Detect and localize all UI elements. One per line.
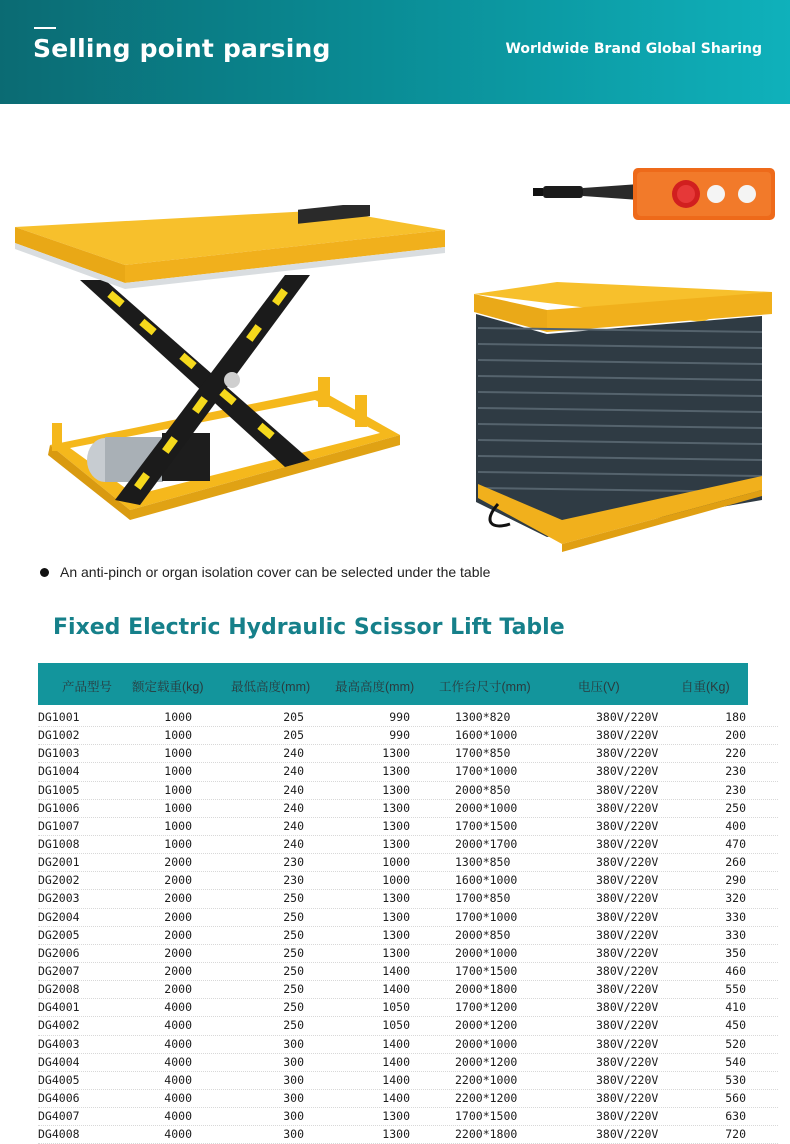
table-row [38,763,778,781]
cell-weight: 230 [725,764,746,779]
cell-model: DG4004 [38,1054,80,1069]
table-row [38,1017,778,1035]
cell-voltage: 380V/220V [596,746,659,761]
cell-voltage: 380V/220V [596,927,659,942]
cell-rated-load: 2000 [164,963,192,978]
cell-weight: 330 [725,909,746,924]
col-max-height: 最高高度(mm) [335,680,415,694]
product-title: Fixed Electric Hydraulic Scissor Lift Table [53,615,565,640]
cell-min-height: 300 [283,1072,304,1087]
cell-rated-load: 4000 [164,1054,192,1069]
cell-voltage: 380V/220V [596,782,659,797]
cell-model: DG1008 [38,836,80,851]
cell-min-height: 300 [283,1036,304,1051]
cell-model: DG1007 [38,818,80,833]
cell-rated-load: 2000 [164,891,192,906]
table-row [38,782,778,800]
table-row [38,909,778,927]
cell-rated-load: 4000 [164,1109,192,1124]
cell-min-height: 300 [283,1090,304,1105]
cell-max-height: 1300 [382,945,410,960]
cell-min-height: 250 [283,1018,304,1033]
cell-max-height: 1000 [382,873,410,888]
cell-table-size: 2000*1000 [455,800,518,815]
cell-min-height: 250 [283,909,304,924]
cell-max-height: 1400 [382,963,410,978]
table-row [38,818,778,836]
cell-rated-load: 4000 [164,1072,192,1087]
cell-table-size: 1600*1000 [455,873,518,888]
cell-model: DG2003 [38,891,80,906]
cell-model: DG4002 [38,1018,80,1033]
cell-min-height: 300 [283,1109,304,1124]
cell-max-height: 1300 [382,909,410,924]
cell-table-size: 2000*1200 [455,1054,518,1069]
cell-min-height: 250 [283,927,304,942]
cell-table-size: 1700*1000 [455,764,518,779]
cell-table-size: 2000*1700 [455,836,518,851]
col-weight: 自重(Kg) [681,680,730,694]
cell-table-size: 2000*850 [455,927,511,942]
cell-voltage: 380V/220V [596,764,659,779]
feature-bullet [40,563,490,581]
cell-voltage: 380V/220V [596,1036,659,1051]
cell-min-height: 240 [283,836,304,851]
table-row [38,836,778,854]
table-row [38,945,778,963]
bullet-icon [40,568,49,577]
cell-model: DG4006 [38,1090,80,1105]
cell-min-height: 205 [283,728,304,743]
cell-voltage: 380V/220V [596,818,659,833]
cell-rated-load: 1000 [164,836,192,851]
cell-max-height: 1400 [382,982,410,997]
cell-model: DG4008 [38,1127,80,1142]
cell-model: DG2002 [38,873,80,888]
cell-model: DG2004 [38,909,80,924]
col-rated-load: 额定载重(kg) [132,680,204,694]
cell-weight: 290 [725,873,746,888]
cell-max-height: 1300 [382,782,410,797]
cell-weight: 410 [725,1000,746,1015]
cell-max-height: 1400 [382,1054,410,1069]
cell-max-height: 1300 [382,746,410,761]
table-row [38,1072,778,1090]
cell-min-height: 300 [283,1054,304,1069]
bellows-lift-image [462,262,778,562]
cell-min-height: 205 [283,710,304,724]
cell-voltage: 380V/220V [596,1072,659,1087]
cell-table-size: 1700*1200 [455,1000,518,1015]
cell-weight: 530 [725,1072,746,1087]
cell-weight: 450 [725,1018,746,1033]
cell-table-size: 2000*1800 [455,982,518,997]
cell-table-size: 2000*1000 [455,945,518,960]
cell-table-size: 2000*1000 [455,1036,518,1051]
cell-voltage: 380V/220V [596,945,659,960]
cell-weight: 180 [725,710,746,724]
table-row [38,927,778,945]
cell-model: DG2005 [38,927,80,942]
cell-model: DG1005 [38,782,80,797]
table-row [38,745,778,763]
cell-max-height: 1300 [382,1127,410,1142]
cell-model: DG2007 [38,963,80,978]
col-model: 产品型号 [62,680,113,694]
cell-rated-load: 4000 [164,1090,192,1105]
cell-rated-load: 2000 [164,982,192,997]
remote-control-image [533,162,775,226]
table-row [38,854,778,872]
cell-rated-load: 1000 [164,746,192,761]
cell-table-size: 1300*820 [455,710,511,724]
cell-table-size: 2200*1200 [455,1090,518,1105]
cell-weight: 220 [725,746,746,761]
cell-voltage: 380V/220V [596,1109,659,1124]
table-row [38,999,778,1017]
cell-voltage: 380V/220V [596,982,659,997]
cell-rated-load: 2000 [164,909,192,924]
cell-rated-load: 1000 [164,710,192,724]
table-row [38,1054,778,1072]
cell-model: DG4001 [38,1000,80,1015]
cell-voltage: 380V/220V [596,1000,659,1015]
cell-rated-load: 2000 [164,927,192,942]
cell-max-height: 1300 [382,818,410,833]
cell-table-size: 1700*1500 [455,963,518,978]
table-row [38,1126,778,1144]
cell-rated-load: 1000 [164,764,192,779]
table-row [38,981,778,999]
cell-table-size: 1300*850 [455,855,511,870]
cell-model: DG4003 [38,1036,80,1051]
cell-min-height: 300 [283,1127,304,1142]
cell-model: DG2006 [38,945,80,960]
cell-table-size: 1700*850 [455,891,511,906]
cell-rated-load: 1000 [164,818,192,833]
cell-min-height: 240 [283,746,304,761]
cell-table-size: 2200*1800 [455,1127,518,1142]
table-row [38,1090,778,1108]
cell-weight: 520 [725,1036,746,1051]
cell-rated-load: 4000 [164,1018,192,1033]
cell-model: DG2001 [38,855,80,870]
cell-weight: 560 [725,1090,746,1105]
cell-voltage: 380V/220V [596,909,659,924]
col-min-height: 最低高度(mm) [231,680,311,694]
cell-max-height: 1300 [382,1109,410,1124]
cell-voltage: 380V/220V [596,1127,659,1142]
cell-weight: 630 [725,1109,746,1124]
cell-voltage: 380V/220V [596,855,659,870]
cell-weight: 250 [725,800,746,815]
cell-table-size: 2000*850 [455,782,511,797]
table-body [38,709,778,1144]
cell-table-size: 2200*1000 [455,1072,518,1087]
cell-weight: 330 [725,927,746,942]
cell-max-height: 1000 [382,855,410,870]
cell-table-size: 1700*1500 [455,818,518,833]
table-header [38,663,748,705]
cell-voltage: 380V/220V [596,963,659,978]
cell-max-height: 1050 [382,1000,410,1015]
cell-rated-load: 4000 [164,1127,192,1142]
cell-table-size: 1600*1000 [455,728,518,743]
cell-min-height: 240 [283,800,304,815]
table-row [38,800,778,818]
cell-weight: 230 [725,782,746,797]
cell-table-size: 1700*1000 [455,909,518,924]
cell-model: DG1002 [38,728,80,743]
cell-voltage: 380V/220V [596,1090,659,1105]
cell-min-height: 240 [283,764,304,779]
cell-max-height: 990 [389,710,410,724]
cell-min-height: 230 [283,873,304,888]
cell-min-height: 250 [283,1000,304,1015]
cell-max-height: 1300 [382,927,410,942]
cell-min-height: 250 [283,982,304,997]
table-row [38,709,778,727]
cell-voltage: 380V/220V [596,891,659,906]
cell-rated-load: 1000 [164,800,192,815]
cell-model: DG4005 [38,1072,80,1087]
cell-min-height: 250 [283,945,304,960]
cell-weight: 720 [725,1127,746,1142]
table-row [38,1108,778,1126]
cell-weight: 400 [725,818,746,833]
brand-slogan: Worldwide Brand Global Sharing [505,41,762,57]
spec-table [38,663,748,1142]
cell-voltage: 380V/220V [596,836,659,851]
cell-max-height: 1400 [382,1072,410,1087]
cell-voltage: 380V/220V [596,800,659,815]
cell-max-height: 1300 [382,891,410,906]
cell-weight: 320 [725,891,746,906]
table-row [38,890,778,908]
table-row [38,872,778,890]
cell-weight: 470 [725,836,746,851]
table-row [38,1036,778,1054]
feature-text: An anti-pinch or organ isolation cover can be selected under the table [60,564,491,580]
cell-rated-load: 2000 [164,945,192,960]
scissor-lift-image [10,205,450,525]
cell-min-height: 250 [283,963,304,978]
cell-model: DG4007 [38,1109,80,1124]
cell-weight: 550 [725,982,746,997]
cell-max-height: 1050 [382,1018,410,1033]
col-voltage: 电压(V) [578,680,620,694]
cell-voltage: 380V/220V [596,728,659,743]
col-table-size: 工作台尺寸(mm) [439,680,531,694]
table-row [38,963,778,981]
cell-voltage: 380V/220V [596,873,659,888]
cell-min-height: 240 [283,782,304,797]
cell-min-height: 230 [283,855,304,870]
cell-model: DG1003 [38,746,80,761]
title-accent-line [34,27,56,29]
cell-voltage: 380V/220V [596,1018,659,1033]
cell-weight: 540 [725,1054,746,1069]
cell-weight: 350 [725,945,746,960]
cell-max-height: 1400 [382,1090,410,1105]
cell-max-height: 1300 [382,800,410,815]
cell-rated-load: 1000 [164,782,192,797]
cell-weight: 200 [725,728,746,743]
cell-rated-load: 4000 [164,1000,192,1015]
cell-table-size: 2000*1200 [455,1018,518,1033]
cell-model: DG1006 [38,800,80,815]
cell-weight: 260 [725,855,746,870]
cell-min-height: 240 [283,818,304,833]
cell-min-height: 250 [283,891,304,906]
cell-voltage: 380V/220V [596,1054,659,1069]
cell-max-height: 1300 [382,764,410,779]
cell-max-height: 1300 [382,836,410,851]
cell-rated-load: 1000 [164,728,192,743]
cell-table-size: 1700*1500 [455,1109,518,1124]
cell-model: DG2008 [38,982,80,997]
cell-table-size: 1700*850 [455,746,511,761]
cell-rated-load: 2000 [164,855,192,870]
cell-rated-load: 2000 [164,873,192,888]
cell-max-height: 990 [389,728,410,743]
cell-model: DG1004 [38,764,80,779]
page-title: Selling point parsing [33,34,331,63]
cell-voltage: 380V/220V [596,710,659,724]
cell-weight: 460 [725,963,746,978]
cell-max-height: 1400 [382,1036,410,1051]
header-banner [0,0,790,104]
cell-model: DG1001 [38,710,80,724]
cell-rated-load: 4000 [164,1036,192,1051]
table-row [38,727,778,745]
